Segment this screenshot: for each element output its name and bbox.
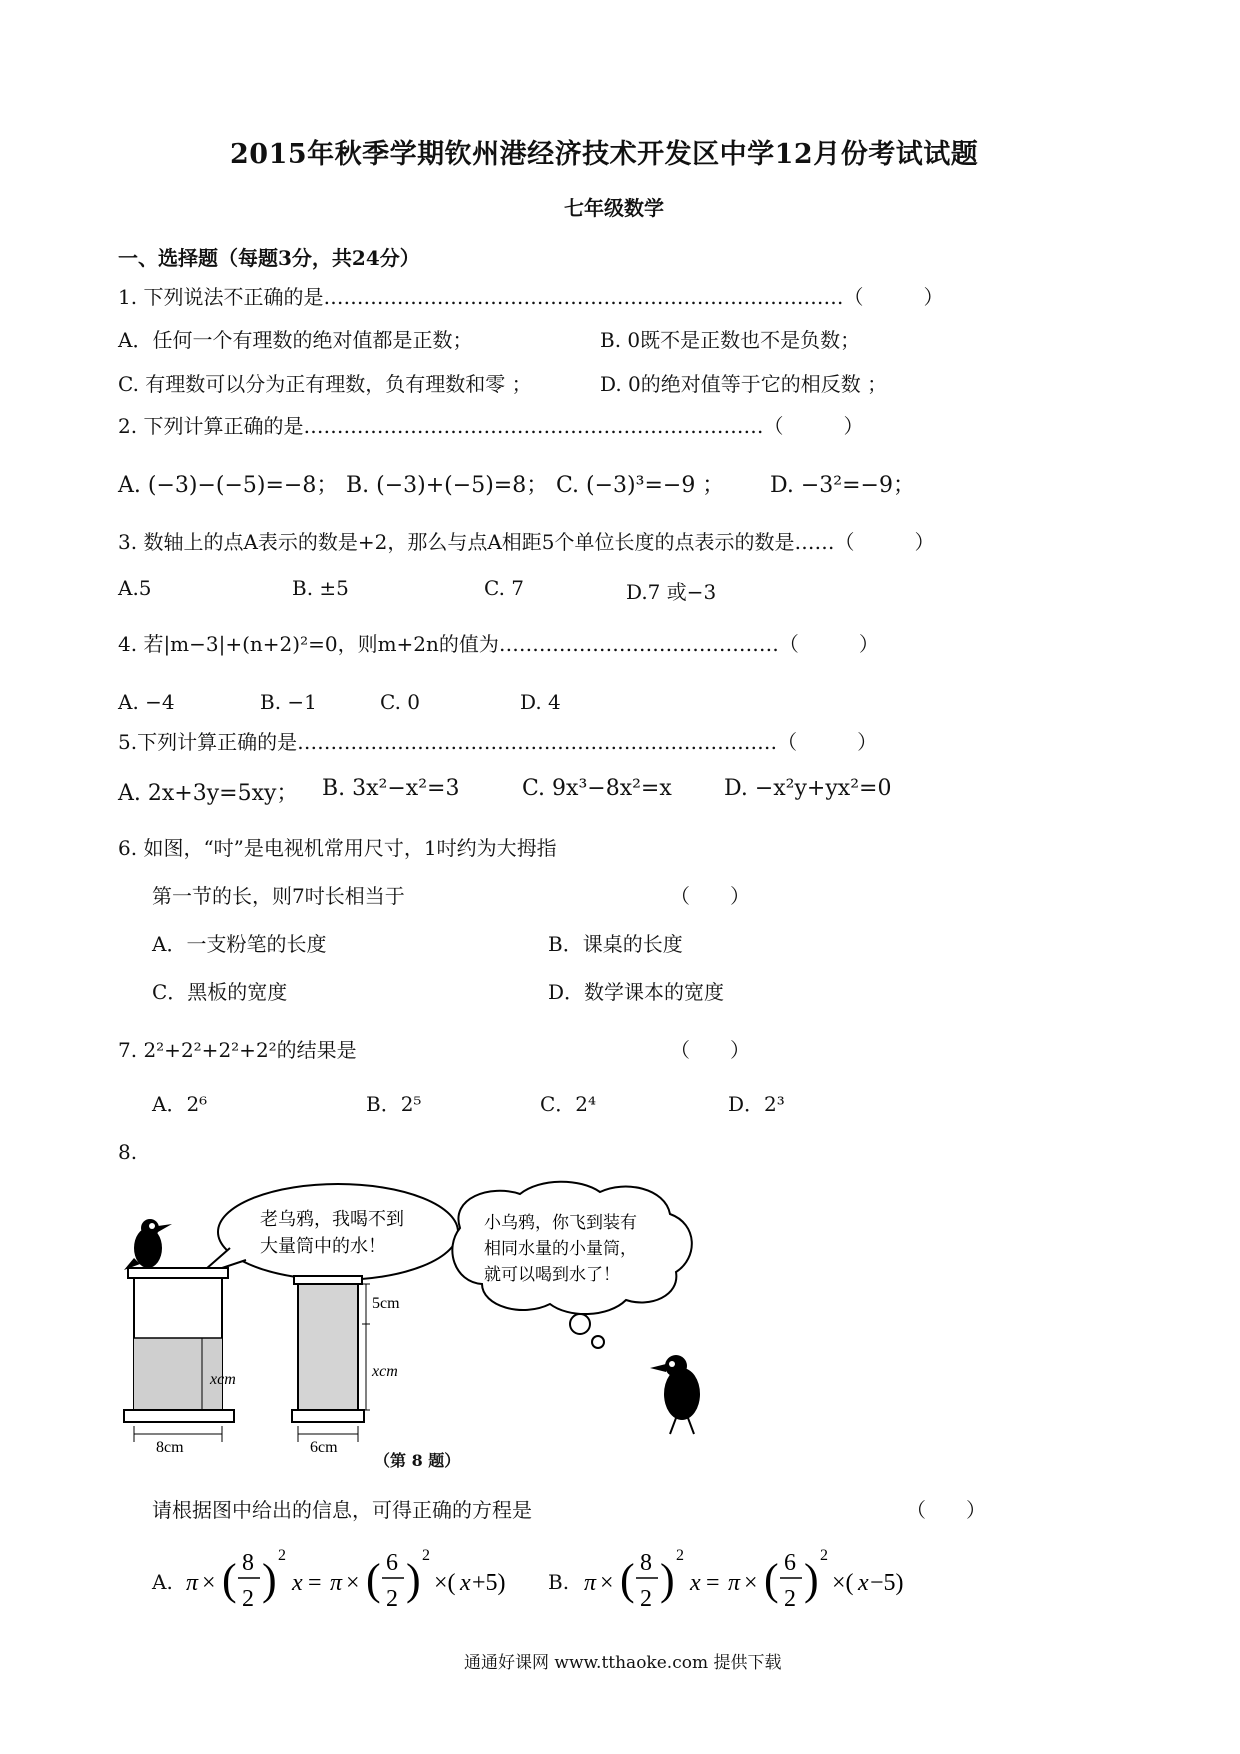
svg-text:2: 2 [784,1586,796,1612]
question-6-option-c: C．黑板的宽度 [152,980,288,1004]
question-6-stem-line1: 6. 如图，“吋”是电视机常用尺寸，1吋约为大拇指 [118,836,557,860]
right-xcm-label: xcm [372,1363,398,1380]
question-1-option-c: C. 有理数可以分为正有理数，负有理数和零 ； [118,372,532,396]
page-footer: 通通好课网 www.tthaoke.com 提供下载 [464,1653,782,1673]
question-4-option-b: B. −1 [260,690,317,714]
right-6cm-label: 6cm [310,1439,338,1456]
svg-text:×: × [202,1570,216,1596]
svg-text:2: 2 [278,1547,286,1564]
question-2-option-c: C. (−3)³=−9 ； [556,473,725,498]
question-1-option-d: D. 0的绝对值等于它的相反数 ； [600,372,888,396]
question-5-option-c: C. 9x³−8x²=x [522,776,672,801]
question-1-option-b: B. 0既不是正数也不是负数； [600,328,861,352]
question-1-option-a: A．任何一个有理数的绝对值都是正数； [118,328,473,352]
page-title: 2015年秋季学期钦州港经济技术开发区中学12月份考试试题 [230,139,979,170]
svg-text:2: 2 [820,1547,828,1564]
question-6-option-a: A．一支粉笔的长度 [152,932,327,956]
svg-text:(: ( [366,1555,381,1604]
svg-text:x: x [858,1570,869,1596]
question-5-option-b: B. 3x²−x²=3 [322,776,460,801]
question-6-option-d: D．数学课本的宽度 [548,980,725,1004]
question-3-option-b: B. ±5 [292,576,349,600]
question-3-option-c: C. 7 [484,576,525,600]
question-7-option-b: B．2⁵ [366,1092,422,1116]
section-heading: 一、选择题（每题3分，共24分） [118,246,420,270]
question-4-option-a: A. −4 [118,690,175,714]
svg-text:x: x [690,1570,701,1596]
svg-text:(: ( [764,1555,779,1604]
question-8-option-b-label: B. [548,1570,570,1594]
question-7-paren: （ ） [670,1038,750,1062]
question-7-option-d: D．2³ [728,1092,785,1116]
question-4-option-d: D. 4 [520,690,561,714]
svg-text:×: × [346,1570,360,1596]
svg-text:π: π [330,1570,343,1596]
svg-text:2: 2 [640,1586,652,1612]
svg-text:π: π [186,1570,199,1596]
svg-text:2: 2 [422,1547,430,1564]
question-4-stem: 4. 若|m−3|+(n+2)²=0，则m+2n的值为……………………………………（ ） [118,632,879,656]
svg-text:(: ( [620,1555,635,1604]
question-8-option-b-formula [584,1540,904,1622]
svg-text:x: x [460,1570,471,1596]
svg-text:): ) [406,1555,421,1604]
svg-text:): ) [660,1555,675,1604]
svg-text:8: 8 [242,1550,254,1576]
question-6-stem-line2: 第一节的长，则7吋长相当于 [152,884,405,908]
question-7-option-a: A．2⁶ [152,1092,208,1116]
question-6-option-b: B．课桌的长度 [548,932,683,956]
question-2-option-b: B. (−3)+(−5)=8； [346,473,549,498]
svg-text:+5): +5) [472,1570,506,1596]
svg-text:): ) [804,1555,819,1604]
question-2-option-a: A. (−3)−(−5)=−8； [118,473,339,498]
question-2-option-d: D. −3²=−9； [770,473,915,498]
question-8-ask: 请根据图中给出的信息，可得正确的方程是 [152,1498,532,1522]
svg-text:×(: ×( [434,1570,456,1596]
question-8-paren: （ ） [906,1498,986,1522]
page-subtitle: 七年级数学 [564,196,664,220]
right-crow-icon [650,1355,700,1434]
right-5cm-label: 5cm [372,1295,400,1312]
question-5-option-a: A. 2x+3y=5xy； [118,781,299,806]
svg-text:8: 8 [640,1550,652,1576]
left-speech-bubble [218,1184,458,1280]
left-crow-icon [124,1219,172,1270]
svg-text:6: 6 [784,1550,796,1576]
question-3-option-d: D.7 或−3 [626,580,717,604]
question-7-option-c: C．2⁴ [540,1092,597,1116]
question-6-paren: （ ） [670,884,750,908]
right-measuring-cylinder [292,1276,370,1442]
question-2-stem: 2. 下列计算正确的是……………………………………………………………（ ） [118,414,864,438]
question-8-stem: 8. [118,1140,138,1164]
svg-text:×(: ×( [832,1570,854,1596]
left-measuring-cylinder [124,1268,234,1442]
svg-text:2: 2 [242,1586,254,1612]
svg-text:=: = [308,1570,322,1596]
left-xcm-label: xcm [210,1371,236,1388]
crow-cylinder-figure [110,1178,730,1458]
left-8cm-label: 8cm [156,1439,184,1456]
question-5-stem: 5.下列计算正确的是………………………………………………………………（ ） [118,730,878,754]
question-4-option-c: C. 0 [380,690,421,714]
question-3-option-a: A.5 [118,576,152,600]
right-bubble-text-3: 就可以喝到水了！ [484,1265,620,1284]
left-bubble-text-1: 老乌鸦，我喝不到 [260,1209,404,1229]
question-5-option-d: D. −x²y+yx²=0 [724,776,892,801]
svg-text:2: 2 [386,1586,398,1612]
question-7-stem: 7. 2²+2²+2²+2²的结果是 [118,1038,357,1062]
svg-text:6: 6 [386,1550,398,1576]
svg-text:): ) [262,1555,277,1604]
svg-text:2: 2 [676,1547,684,1564]
figure-caption: （第 8 题） [374,1451,461,1470]
svg-text:=: = [706,1570,720,1596]
question-8-option-a-formula [186,1540,506,1622]
question-1-stem: 1. 下列说法不正确的是……………………………………………………………………（ ） [118,285,944,309]
svg-text:−5): −5) [870,1570,904,1596]
svg-text:(: ( [222,1555,237,1604]
right-bubble-text-2: 相同水量的小量筒， [484,1239,637,1258]
question-3-stem: 3. 数轴上的点A表示的数是+2，那么与点A相距5个单位长度的点表示的数是……（ ） [118,530,935,554]
question-8-option-a-label: A. [152,1570,173,1594]
svg-text:×: × [600,1570,614,1596]
svg-text:×: × [744,1570,758,1596]
svg-text:π: π [584,1570,597,1596]
svg-text:π: π [728,1570,741,1596]
right-bubble-text-1: 小乌鸦，你飞到装有 [484,1213,637,1232]
svg-text:x: x [292,1570,303,1596]
left-bubble-text-2: 大量筒中的水！ [260,1236,386,1256]
